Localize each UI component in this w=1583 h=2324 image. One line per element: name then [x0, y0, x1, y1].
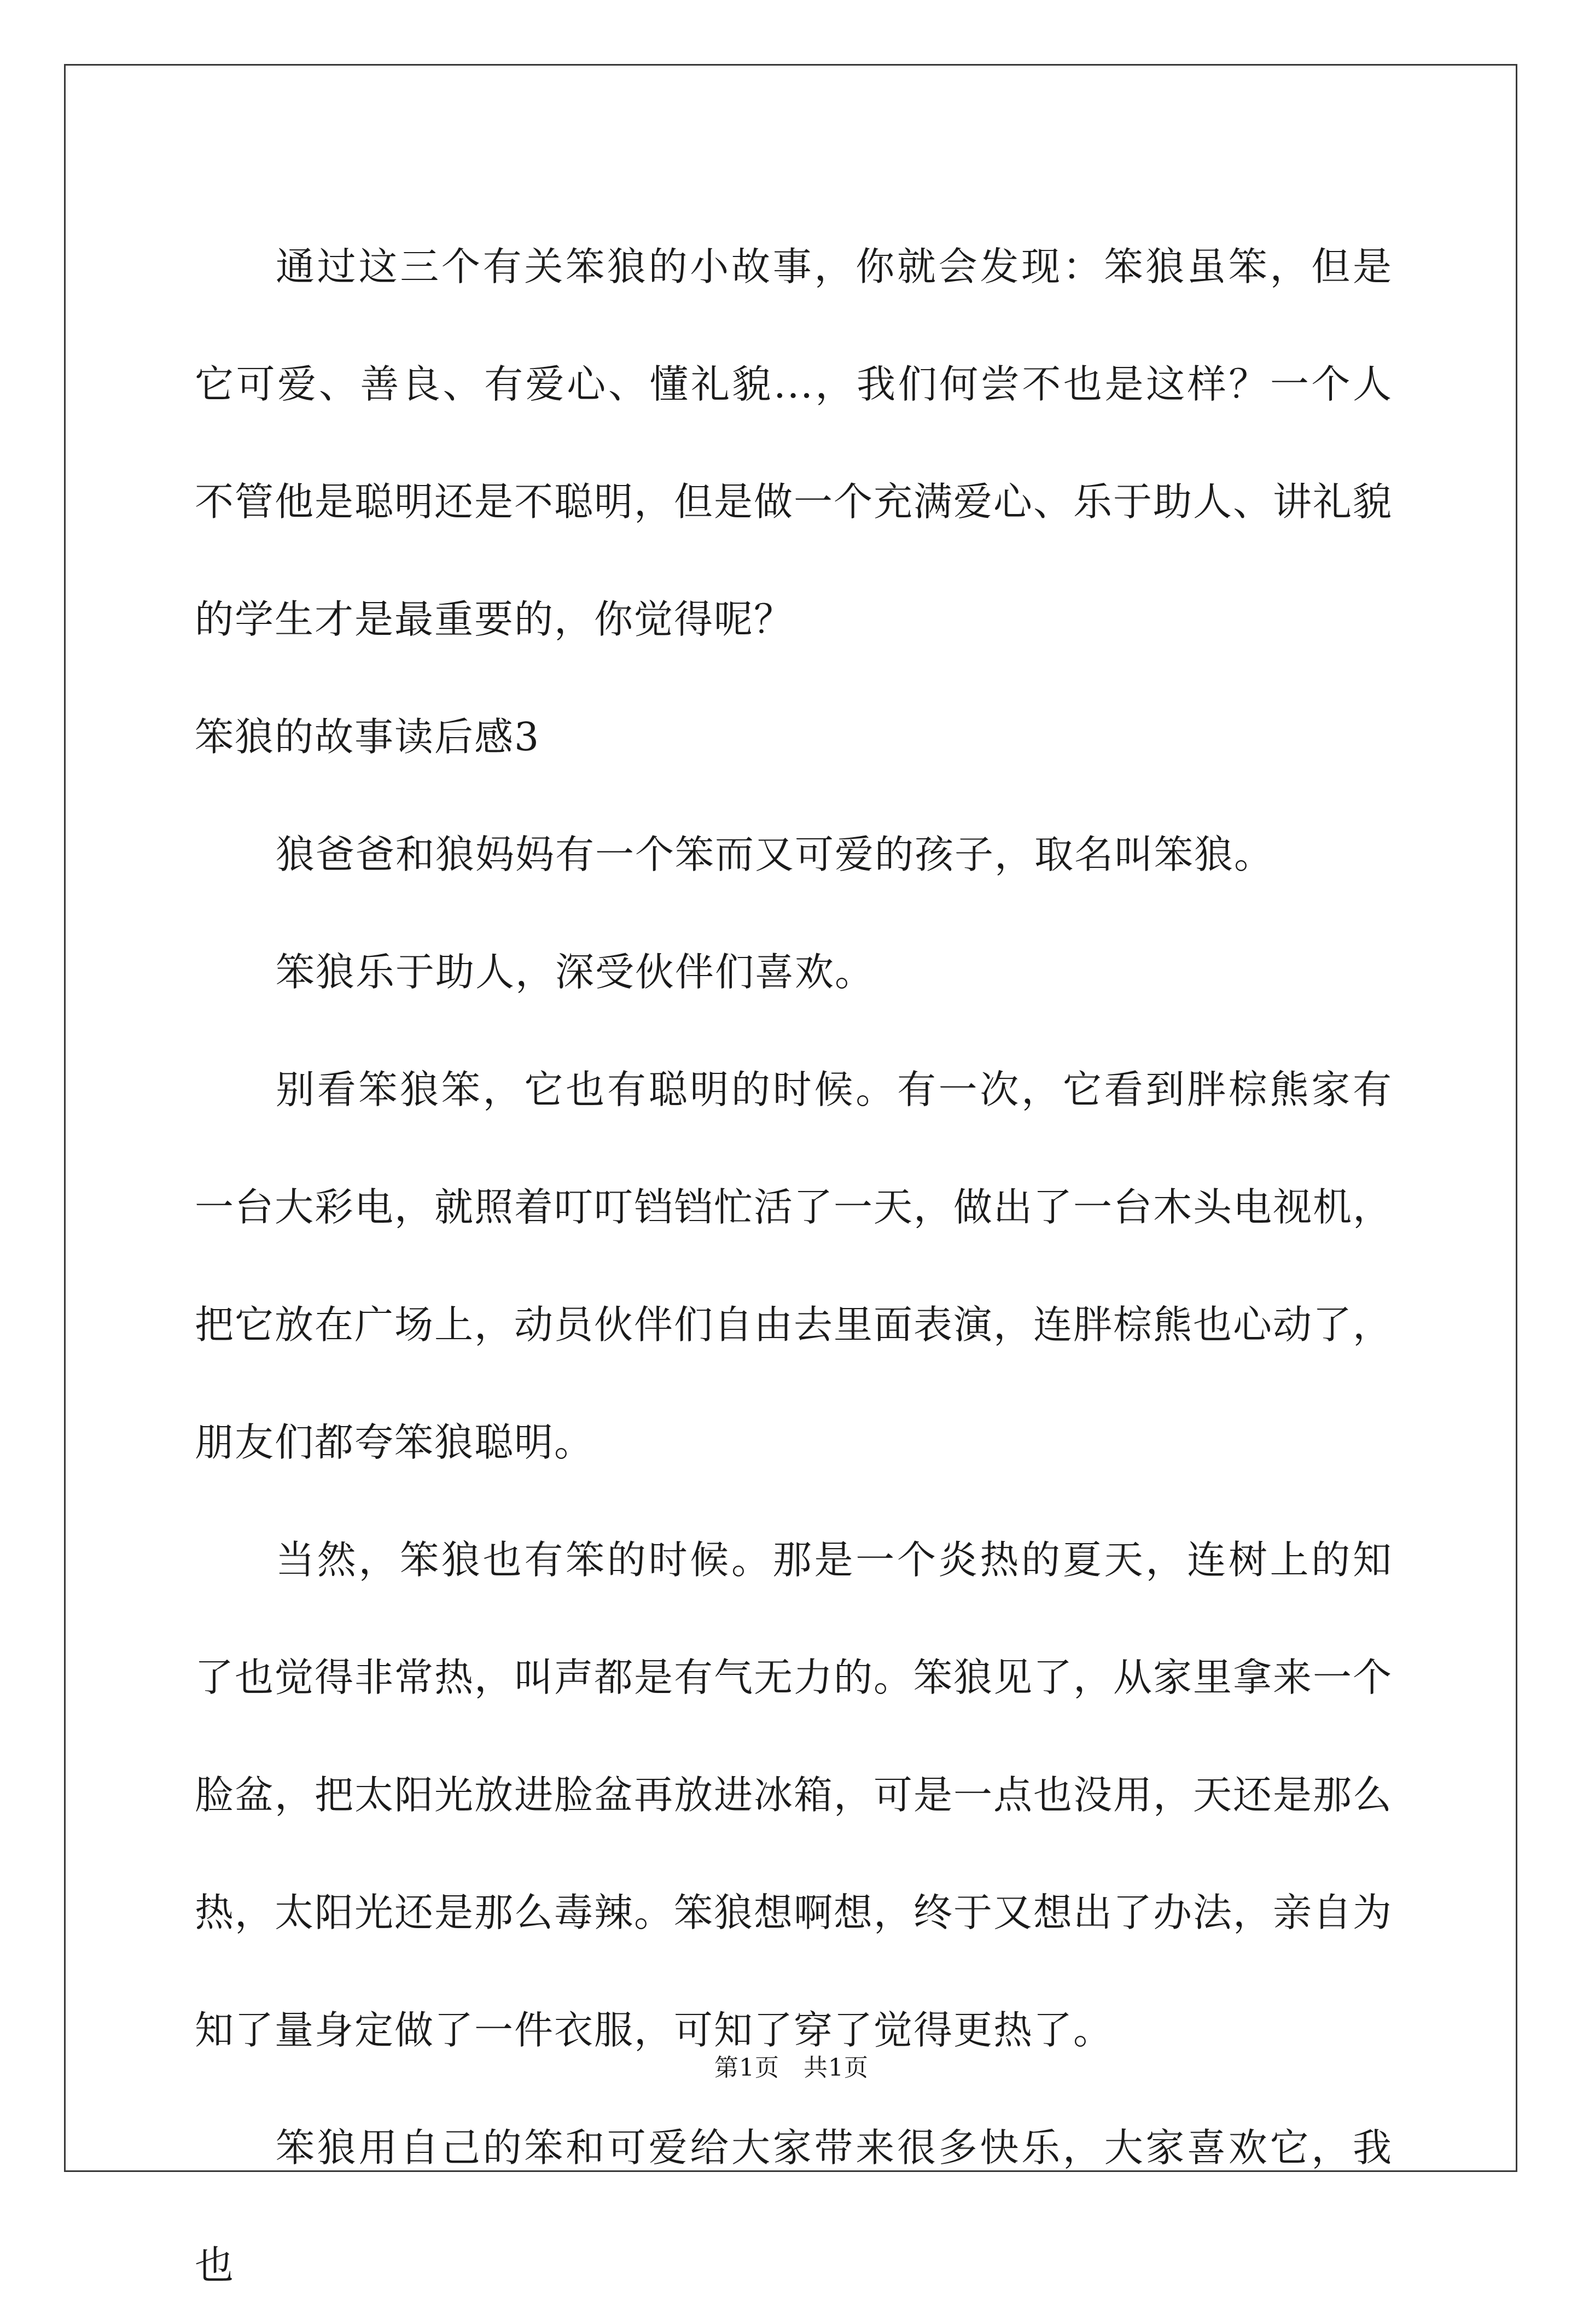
paragraph: 笨狼用自己的笨和可爱给大家带来很多快乐，大家喜欢它，我也 — [195, 2125, 1393, 2288]
page-total: 共1页 — [804, 2054, 869, 2082]
document-body — [195, 208, 1393, 2324]
paragraph: 狼爸爸和狼妈妈有一个笨而又可爱的孩子，取名叫笨狼。 — [276, 832, 1274, 877]
paragraph: 别看笨狼笨，它也有聪明的时候。有一次，它看到胖棕熊家有一台大彩电，就照着叮叮铛铛忙活了一天，做出了一台木头电视机，把它放在广场上，动员伙伴们自由去里面表演，连胖棕熊也心动了，朋友们都夸笨狼聪明。 — [195, 1067, 1393, 1465]
paragraph: 通过这三个有关笨狼的小故事，你就会发现：笨狼虽笨，但是它可爱、善良、有爱心、懂礼貌...，我们何尝不也是这样？一个人不管他是聪明还是不聪明，但是做一个充满爱心、乐于助人、讲礼貌的学生才是最重要的，你觉得呢？ — [195, 244, 1393, 642]
section-heading: 笨狼的故事读后感3 — [195, 714, 540, 760]
paragraph: 笨狼乐于助人，深受伙伴们喜欢。 — [276, 949, 875, 995]
page-number: 第1页 — [714, 2054, 779, 2082]
page-footer — [0, 2052, 1583, 2084]
paragraph: 当然，笨狼也有笨的时候。那是一个炎热的夏天，连树上的知了也觉得非常热，叫声都是有气无力的。笨狼见了，从家里拿来一个脸盆，把太阳光放进脸盆再放进冰箱，可是一点也没用，天还是那么热，太阳光还是那么毒辣。笨狼想啊想，终于又想出了办法，亲自为知了量身定做了一件衣服，可知了穿了觉得更热了。 — [195, 1537, 1393, 2053]
